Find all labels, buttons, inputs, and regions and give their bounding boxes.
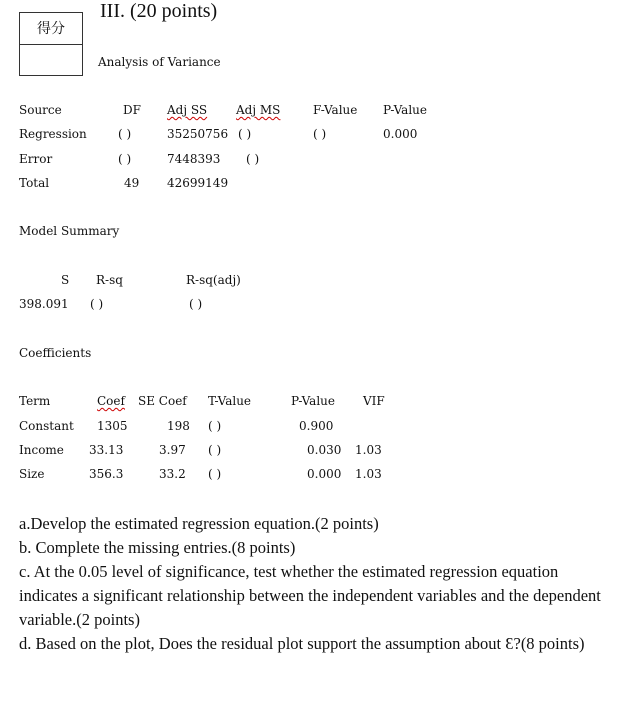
coef-col-se-coef: SE Coef (138, 394, 187, 408)
coef-col-coef: Coef (97, 394, 125, 408)
anova-col-adj-ss: Adj SS (167, 103, 208, 117)
anova-row-source: Error (19, 152, 53, 166)
page-title: III. (20 points) (100, 0, 218, 22)
coef-row-t: ( ) (208, 443, 222, 457)
model-value-s: 398.091 (19, 297, 69, 311)
score-label: 得分 (20, 13, 82, 45)
anova-col-f-value: F-Value (313, 103, 358, 117)
anova-row-adj-ss: 35250756 (167, 127, 229, 141)
coef-col-vif: VIF (363, 394, 385, 408)
coef-col-t-value: T-Value (208, 394, 252, 408)
anova-row-source: Total (19, 176, 50, 190)
anova-row-adj-ss: 7448393 (167, 152, 221, 166)
coef-row-coef: 33.13 (89, 443, 124, 457)
coef-row-term: Size (19, 467, 45, 481)
model-summary-heading: Model Summary (19, 224, 120, 238)
coefficients-heading: Coefficients (19, 346, 92, 360)
coef-row-term: Constant (19, 419, 74, 433)
anova-row-df: ( ) (118, 152, 132, 166)
coef-row-coef: 356.3 (89, 467, 124, 481)
coef-row-t: ( ) (208, 419, 222, 433)
anova-col-adj-ms: Adj MS (236, 103, 281, 117)
coef-row-vif: 1.03 (355, 467, 382, 481)
question-c: c. At the 0.05 level of significance, test whether the estimated regression equation indicates a significant relationship between the independent variables and the dependent variable.(2 points) (19, 562, 601, 629)
score-box (19, 12, 83, 76)
model-col-rsq: R-sq (96, 273, 123, 287)
coef-row-se: 3.97 (159, 443, 186, 457)
question-b: b. Complete the missing entries.(8 points) (19, 538, 296, 557)
coef-col-p-value: P-Value (291, 394, 335, 408)
anova-col-df: DF (123, 103, 141, 117)
anova-row-adj-ms: ( ) (238, 127, 252, 141)
coef-row-t: ( ) (208, 467, 222, 481)
coef-col-term: Term (19, 394, 51, 408)
question-d: d. Based on the plot, Does the residual plot support the assumption about Ɛ?(8 points) (19, 634, 585, 653)
model-col-s: S (61, 273, 70, 287)
model-col-rsq-adj: R-sq(adj) (186, 273, 241, 287)
question-a: a.Develop the estimated regression equation.(2 points) (19, 514, 379, 533)
coef-row-se: 33.2 (159, 467, 186, 481)
model-value-rsq: ( ) (90, 297, 104, 311)
coef-row-term: Income (19, 443, 64, 457)
anova-row-adj-ms: ( ) (246, 152, 260, 166)
coef-row-p: 0.030 (307, 443, 342, 457)
model-value-rsq-adj: ( ) (189, 297, 203, 311)
anova-row-p-value: 0.000 (383, 127, 418, 141)
coef-row-p: 0.900 (299, 419, 334, 433)
anova-col-source: Source (19, 103, 62, 117)
anova-row-adj-ss: 42699149 (167, 176, 229, 190)
anova-row-df: ( ) (118, 127, 132, 141)
anova-row-source: Regression (19, 127, 87, 141)
anova-row-f-value: ( ) (313, 127, 327, 141)
coef-row-p: 0.000 (307, 467, 342, 481)
anova-heading: Analysis of Variance (98, 55, 221, 69)
anova-row-df: 49 (124, 176, 140, 190)
anova-col-p-value: P-Value (383, 103, 427, 117)
coef-row-se: 198 (167, 419, 190, 433)
coef-row-vif: 1.03 (355, 443, 382, 457)
coef-row-coef: 1305 (97, 419, 128, 433)
